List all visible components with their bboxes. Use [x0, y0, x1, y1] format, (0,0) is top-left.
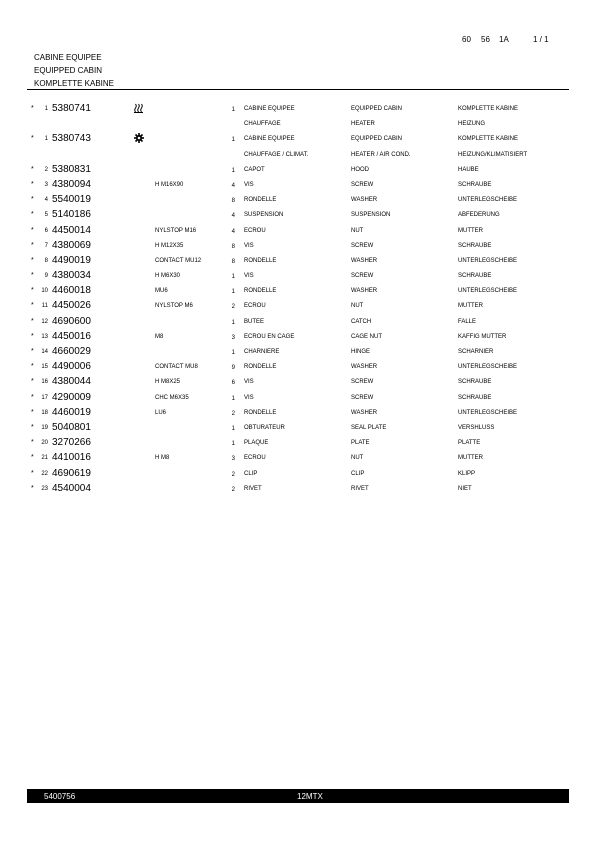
part-number: 4380034 [52, 270, 91, 282]
description-fr: CABINE EQUIPEE [244, 106, 295, 112]
table-row [0, 362, 595, 377]
description-de: UNTERLEGSCHEIBE [458, 257, 518, 264]
quantity: 2 [231, 304, 235, 311]
description-en: NUT [351, 303, 364, 310]
table-row [0, 484, 595, 499]
row-marker: * [31, 484, 34, 492]
table-row [0, 195, 595, 210]
item-number: 8 [44, 257, 48, 264]
description-en: SCREW [351, 181, 374, 188]
quantity: 1 [231, 289, 235, 296]
quantity: 3 [231, 334, 235, 341]
description-fr: RONDELLE [244, 288, 277, 295]
description-fr: CHAUFFAGE / CLIMAT. [244, 151, 309, 158]
part-number: 4380069 [52, 239, 91, 251]
description-de: MUTTER [458, 303, 483, 310]
parts-list [0, 104, 595, 499]
quantity: 2 [231, 471, 235, 478]
table-row [0, 241, 595, 256]
table-row [0, 377, 595, 392]
description-de: KAFFIG MUTTER [458, 333, 507, 340]
footer-doc-number: 5400756 [44, 792, 76, 801]
row-marker: * [31, 180, 34, 188]
item-number: 11 [41, 303, 48, 310]
description-en: HEATER / AIR COND. [351, 151, 411, 158]
description-fr: SUSPENSION [244, 212, 284, 219]
item-number: 19 [41, 424, 48, 431]
description-de: UNTERLEGSCHEIBE [458, 364, 518, 371]
table-row [0, 210, 595, 225]
description-en: NUT [351, 455, 364, 462]
row-marker: * [31, 302, 34, 310]
description-fr: VIS [244, 394, 254, 401]
description-fr: RIVET [244, 485, 262, 492]
part-number: 4690600 [52, 315, 91, 327]
description-fr: CHAUFFAGE [244, 121, 281, 128]
item-number: 6 [44, 227, 48, 234]
quantity: 1 [231, 350, 235, 356]
row-marker: * [31, 469, 34, 477]
description-de: KOMPLETTE KABINE [458, 106, 519, 112]
part-spec: CHC M6X35 [155, 394, 189, 401]
part-number: 5040801 [52, 421, 91, 433]
part-spec: H M8X25 [155, 379, 181, 386]
row-marker: * [31, 348, 34, 355]
table-row [0, 347, 595, 362]
part-number: 4460019 [52, 406, 91, 418]
description-fr: RONDELLE [244, 409, 277, 416]
description-fr: RONDELLE [244, 257, 277, 264]
item-number: 15 [41, 364, 48, 371]
header-divider [27, 89, 569, 90]
footer-model: 12MTX [297, 792, 323, 801]
description-de: HEIZUNG [458, 121, 485, 128]
gear-icon [134, 133, 144, 143]
quantity: 9 [231, 365, 235, 372]
description-fr: CABINE EQUIPEE [244, 136, 295, 143]
row-marker: * [31, 165, 34, 173]
table-row [0, 165, 595, 180]
part-spec: NYLSTOP M6 [155, 303, 193, 310]
description-en: CAGE NUT [351, 333, 383, 340]
row-marker: * [31, 408, 34, 416]
quantity: 2 [231, 410, 235, 417]
table-row [0, 150, 595, 165]
part-spec: MU6 [155, 288, 168, 295]
table-row [0, 301, 595, 316]
description-de: SCHRAUBE [458, 242, 492, 249]
quantity: 3 [231, 456, 235, 463]
description-en: CATCH [351, 318, 372, 325]
description-fr: VIS [244, 273, 254, 280]
item-number: 5 [44, 212, 48, 219]
table-row [0, 226, 595, 241]
description-en: SCREW [351, 394, 374, 401]
part-spec: H M16X90 [155, 181, 184, 188]
part-number: 4660029 [52, 346, 91, 357]
item-number: 13 [41, 333, 48, 340]
table-row [0, 469, 595, 484]
item-number: 20 [41, 440, 48, 447]
item-number: 10 [41, 288, 48, 295]
table-row [0, 119, 595, 134]
quantity: 1 [231, 441, 235, 448]
table-row [0, 104, 595, 119]
quantity: 4 [231, 213, 235, 220]
part-spec: H M8 [155, 455, 170, 462]
header-ref-3: 1A [499, 35, 509, 44]
row-marker: * [31, 105, 34, 112]
part-spec: H M12X35 [155, 242, 184, 249]
description-de: UNTERLEGSCHEIBE [458, 197, 518, 204]
description-fr: BUTEE [244, 318, 265, 325]
quantity: 4 [231, 182, 235, 189]
row-marker: * [31, 196, 34, 204]
quantity: 1 [231, 274, 235, 281]
row-marker: * [31, 454, 34, 462]
row-marker: * [31, 423, 34, 431]
item-number: 23 [41, 485, 48, 492]
header-ref-2: 56 [481, 35, 490, 44]
row-marker: * [31, 287, 34, 295]
part-number: 4460018 [52, 285, 91, 297]
part-spec: CONTACT MU8 [155, 364, 198, 371]
part-number: 5380741 [52, 103, 91, 114]
item-number: 18 [41, 409, 48, 416]
description-fr: OBTURATEUR [244, 424, 285, 431]
item-number: 17 [41, 394, 48, 401]
description-en: HEATER [351, 121, 375, 128]
part-number: 5380831 [52, 163, 91, 175]
quantity: 1 [231, 425, 235, 432]
description-de: UNTERLEGSCHEIBE [458, 409, 518, 416]
description-fr: CLIP [244, 470, 258, 477]
quantity: 4 [231, 228, 235, 235]
description-en: HINGE [351, 349, 371, 355]
part-number: 4380044 [52, 376, 91, 388]
description-de: SCHRAUBE [458, 379, 492, 386]
table-row [0, 393, 595, 408]
description-en: RIVET [351, 485, 369, 492]
table-row [0, 271, 595, 286]
quantity: 1 [231, 137, 235, 144]
description-fr: ECROU [244, 227, 266, 234]
table-row [0, 317, 595, 332]
part-spec: LU6 [155, 409, 167, 416]
row-marker: * [31, 272, 34, 280]
part-number: 4290009 [52, 391, 91, 403]
title-fr: CABINE EQUIPEE [34, 53, 102, 62]
row-marker: * [31, 135, 34, 143]
part-number: 5540019 [52, 194, 91, 206]
description-en: SCREW [351, 379, 374, 386]
quantity: 8 [231, 198, 235, 205]
description-en: SUSPENSION [351, 212, 391, 219]
description-de: UNTERLEGSCHEIBE [458, 288, 518, 295]
description-fr: CHARNIERE [244, 349, 280, 355]
quantity: 8 [231, 243, 235, 250]
description-de: HAUBE [458, 166, 479, 173]
quantity: 1 [231, 319, 235, 326]
item-number: 22 [41, 470, 48, 477]
description-en: WASHER [351, 257, 378, 264]
item-number: 9 [44, 273, 48, 280]
row-marker: * [31, 332, 34, 340]
description-de: SCHRAUBE [458, 273, 492, 280]
part-number: 4490006 [52, 361, 91, 373]
description-en: WASHER [351, 409, 378, 416]
item-number: 3 [44, 181, 48, 188]
description-de: MUTTER [458, 227, 483, 234]
description-de: FALLE [458, 318, 477, 325]
description-de: VERSHLUSS [458, 424, 495, 431]
item-number: 12 [41, 318, 48, 325]
table-row [0, 134, 595, 149]
description-fr: PLAQUE [244, 440, 269, 447]
part-number: 4410016 [52, 452, 91, 464]
part-number: 3270266 [52, 437, 91, 449]
description-en: NUT [351, 227, 364, 234]
description-en: WASHER [351, 197, 378, 204]
description-en: WASHER [351, 364, 378, 371]
table-row [0, 438, 595, 453]
item-number: 14 [41, 349, 48, 355]
quantity: 1 [231, 395, 235, 402]
quantity: 1 [231, 107, 235, 113]
part-number: 4450014 [52, 224, 91, 236]
row-marker: * [31, 439, 34, 447]
quantity: 1 [231, 167, 235, 174]
description-en: SCREW [351, 242, 374, 249]
description-de: KOMPLETTE KABINE [458, 136, 519, 143]
table-row [0, 408, 595, 423]
header-ref-1: 60 [462, 35, 471, 44]
description-de: MUTTER [458, 455, 483, 462]
quantity: 8 [231, 258, 235, 265]
description-en: EQUIPPED CABIN [351, 106, 403, 112]
description-fr: VIS [244, 242, 254, 249]
item-number: 4 [44, 197, 48, 204]
item-number: 1 [44, 136, 48, 143]
item-number: 1 [44, 106, 48, 112]
description-fr: RONDELLE [244, 197, 277, 204]
table-row [0, 332, 595, 347]
item-number: 2 [44, 166, 48, 173]
table-row [0, 453, 595, 468]
part-number: 4490019 [52, 254, 91, 266]
item-number: 7 [44, 242, 48, 249]
row-marker: * [31, 363, 34, 371]
table-row [0, 286, 595, 301]
table-row [0, 180, 595, 195]
row-marker: * [31, 226, 34, 234]
row-marker: * [31, 256, 34, 264]
part-number: 5380743 [52, 133, 91, 145]
description-en: EQUIPPED CABIN [351, 136, 403, 143]
description-en: WASHER [351, 288, 378, 295]
description-en: SEAL PLATE [351, 424, 387, 431]
title-block [34, 51, 114, 90]
part-number: 4450026 [52, 300, 91, 312]
description-de: KLIPP [458, 470, 476, 477]
description-fr: RONDELLE [244, 364, 277, 371]
description-de: HEIZUNG/KLIMATISIERT [458, 151, 528, 158]
description-de: ABFEDERUNG [458, 212, 500, 219]
part-spec: CONTACT MU12 [155, 257, 202, 264]
heater-icon [134, 103, 143, 113]
description-fr: ECROU [244, 303, 266, 310]
item-number: 21 [41, 455, 48, 462]
footer-bar [27, 789, 569, 803]
page-indicator: 1 / 1 [533, 35, 549, 44]
part-number: 4380094 [52, 178, 91, 190]
row-marker: * [31, 241, 34, 249]
item-number: 16 [41, 379, 48, 386]
description-fr: ECROU EN CAGE [244, 333, 295, 340]
row-marker: * [31, 393, 34, 401]
row-marker: * [31, 317, 34, 325]
part-spec: H M6X30 [155, 273, 181, 280]
part-number: 4690619 [52, 467, 91, 479]
part-number: 5140186 [52, 209, 91, 221]
row-marker: * [31, 378, 34, 386]
row-marker: * [31, 211, 34, 219]
description-fr: VIS [244, 181, 254, 188]
quantity: 2 [231, 486, 235, 493]
description-en: SCREW [351, 273, 374, 280]
description-de: SCHRAUBE [458, 394, 492, 401]
table-row [0, 423, 595, 438]
part-spec: M8 [155, 333, 164, 340]
description-fr: ECROU [244, 455, 266, 462]
description-de: SCHARNIER [458, 349, 494, 355]
part-spec: NYLSTOP M16 [155, 227, 197, 234]
description-en: CLIP [351, 470, 365, 477]
quantity: 6 [231, 380, 235, 387]
description-fr: VIS [244, 379, 254, 386]
description-de: SCHRAUBE [458, 181, 492, 188]
description-fr: CAPOT [244, 166, 265, 173]
title-en: EQUIPPED CABIN [34, 66, 103, 75]
description-en: HOOD [351, 166, 369, 173]
description-de: PLATTE [458, 440, 481, 447]
part-number: 4540004 [52, 482, 91, 494]
title-de: KOMPLETTE KABINE [34, 79, 115, 88]
description-de: NIET [458, 485, 472, 492]
part-number: 4450016 [52, 330, 91, 342]
table-row [0, 256, 595, 271]
description-en: PLATE [351, 440, 370, 447]
